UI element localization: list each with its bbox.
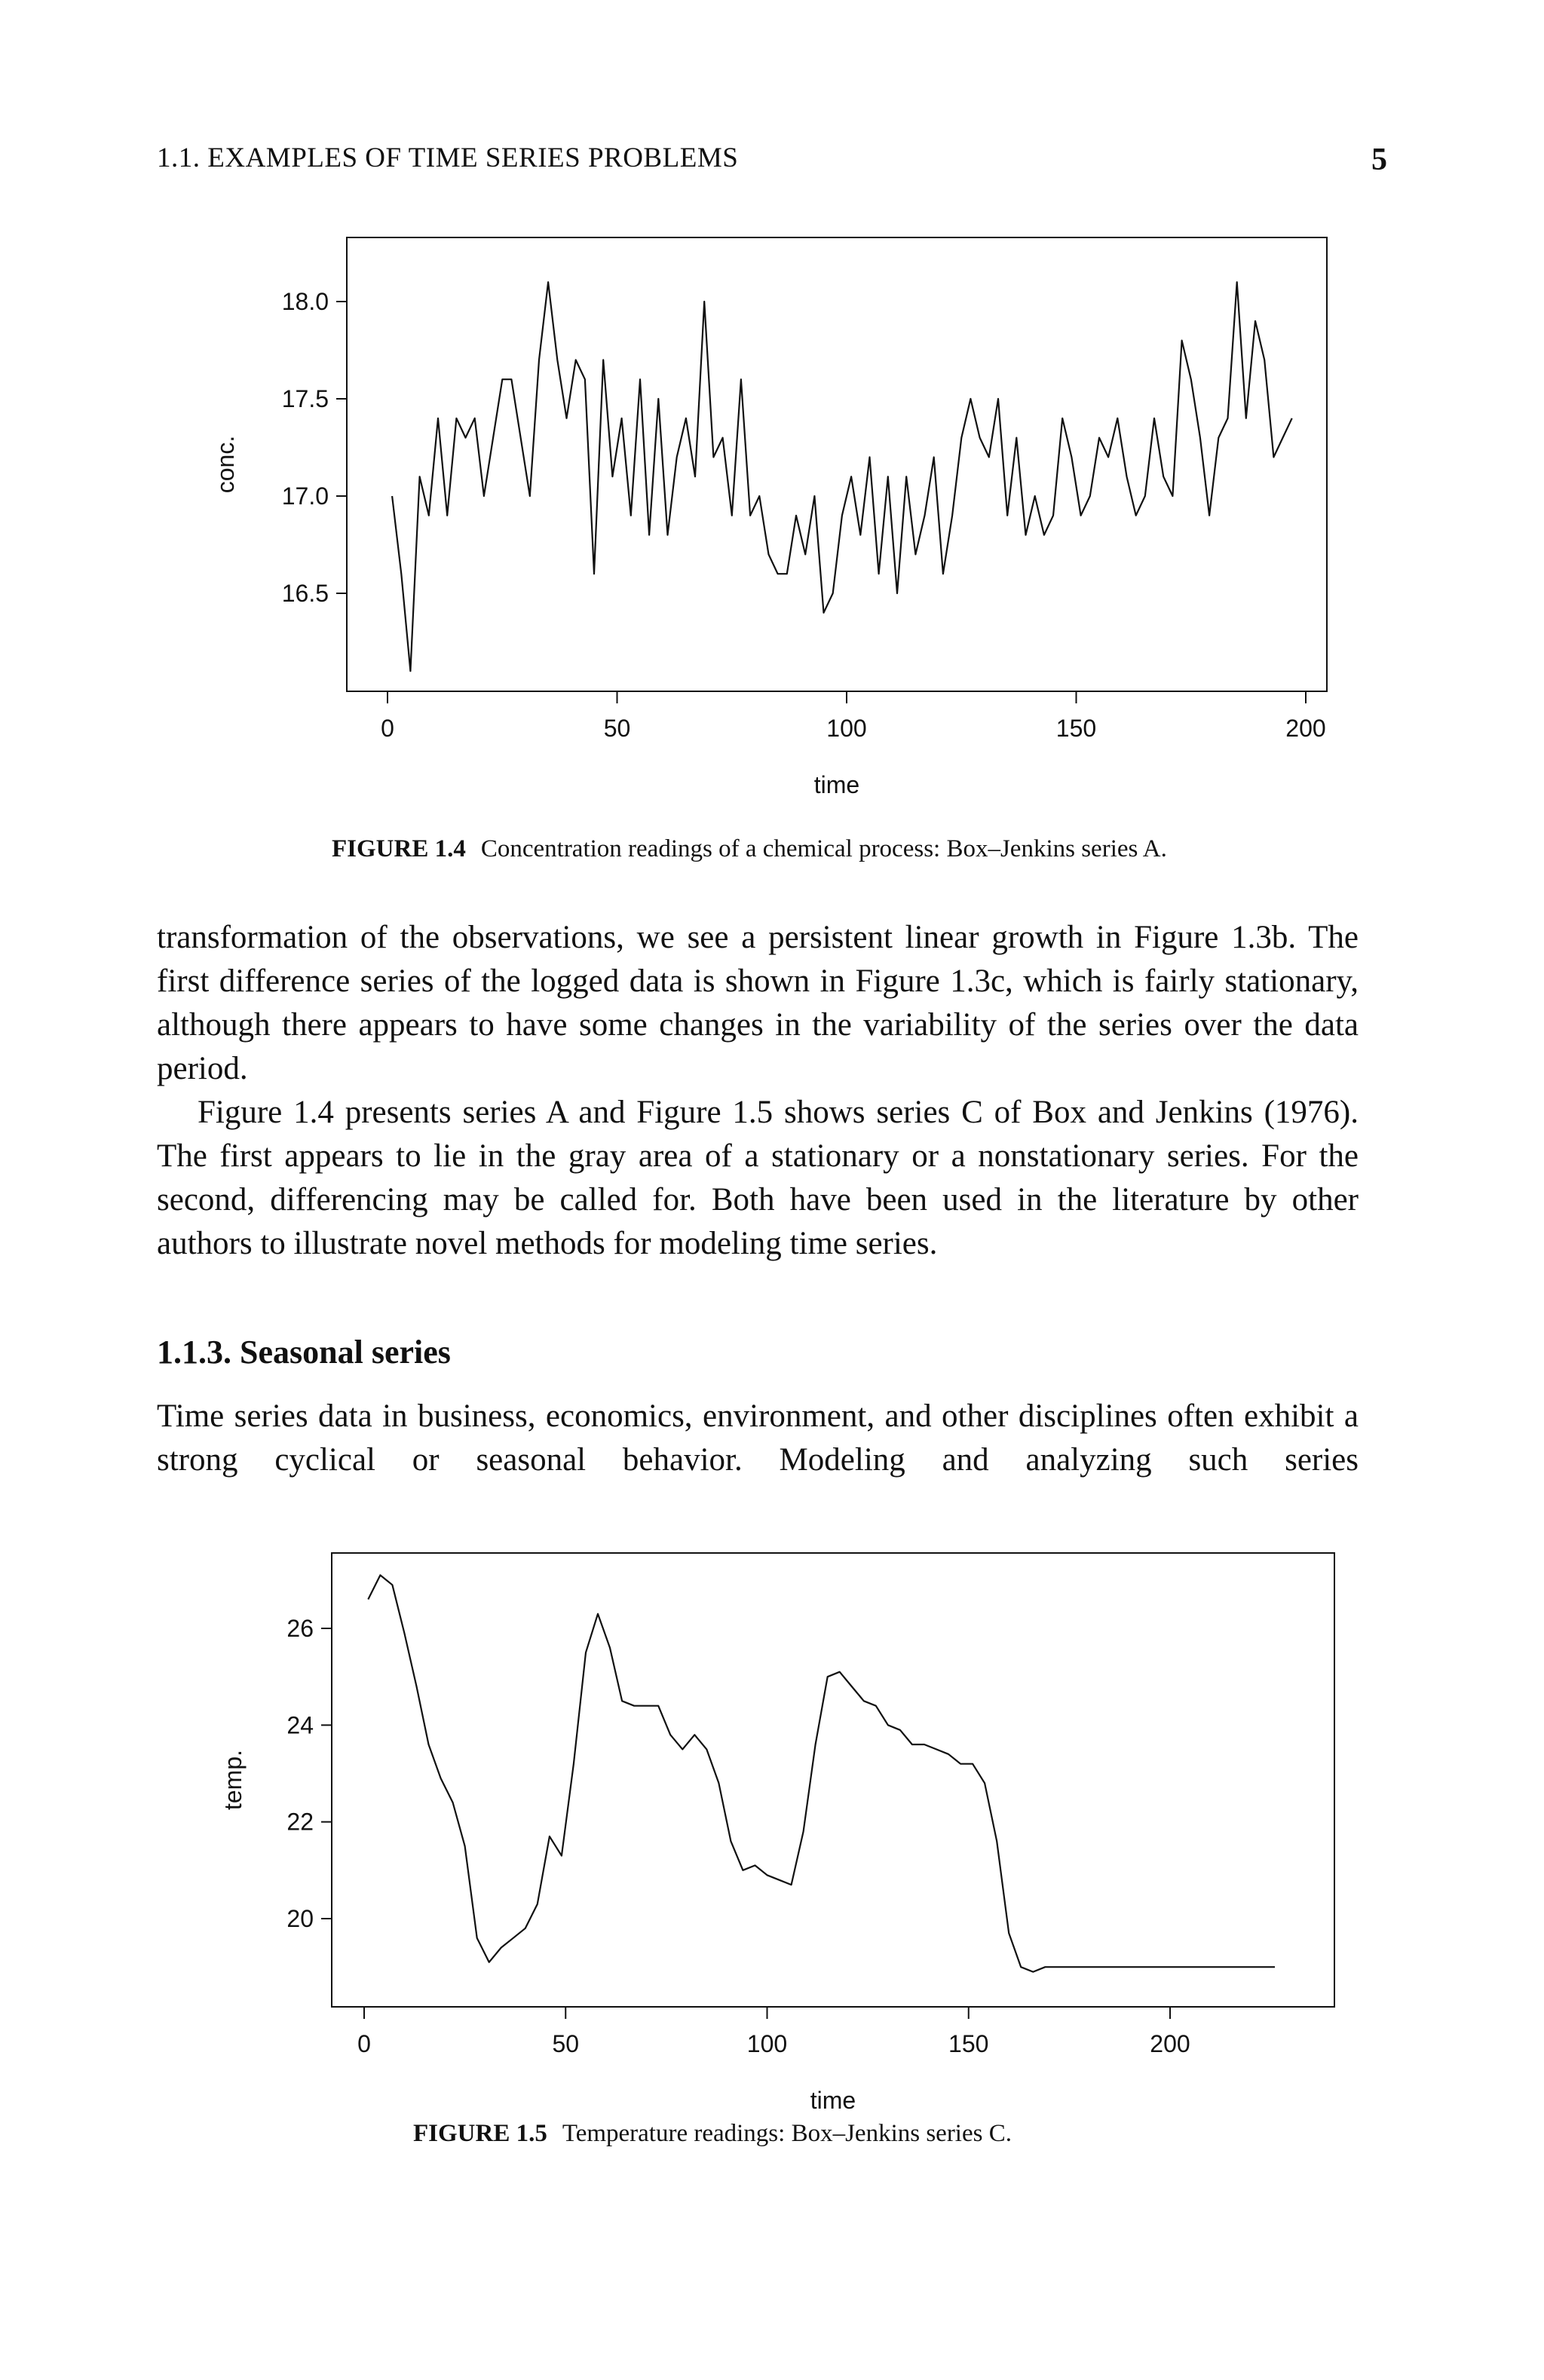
plot-frame	[347, 237, 1327, 691]
x-tick-label: 150	[948, 2030, 989, 2057]
y-tick-label: 17.5	[281, 385, 329, 412]
y-tick-label: 22	[286, 1808, 314, 1836]
x-tick-label: 200	[1150, 2030, 1190, 2057]
figure-1-4-caption-text: Concentration readings of a chemical process: Box–Jenkins series A.	[480, 835, 1167, 862]
x-tick-label: 100	[746, 2030, 788, 2057]
figure-1-5	[219, 1538, 1342, 2114]
y-tick-label: 24	[286, 1711, 314, 1739]
x-tick-label: 0	[381, 715, 394, 742]
paragraph-2-text: Figure 1.4 presents series A and Figure 1.5 shows series C of Box and Jenkins (1976). The first appears to lie in the gray area of a stationary or a nonstationary series. For the second, differencing may be called for. Both have been used in the literature by other authors to illustrate novel methods for modeling time series.	[157, 1095, 1359, 1261]
y-axis-label: conc.	[212, 435, 239, 494]
series-line-1	[368, 1575, 1275, 1971]
y-tick-label: 16.5	[281, 580, 329, 607]
paragraph-3	[157, 1395, 1359, 1482]
paragraph-1	[157, 916, 1359, 1091]
figure-1-5-caption	[413, 2120, 1012, 2148]
section-heading: 1.1.3. Seasonal series	[157, 1334, 451, 1371]
plot-frame	[332, 1553, 1334, 2007]
running-head: 1.1. EXAMPLES OF TIME SERIES PROBLEMS	[157, 142, 739, 173]
paragraph-3-text: Time series data in business, economics, environment, and other disciplines often exhibit a strong cyclical or seasonal behavior. Modeling and analyzing such series	[157, 1398, 1359, 1478]
page-number: 5	[1371, 142, 1387, 177]
figure-1-4	[204, 230, 1342, 825]
series-line-1	[392, 282, 1292, 671]
x-tick-label: 200	[1285, 715, 1326, 742]
page-header	[157, 142, 1387, 187]
paragraph-2	[157, 1091, 1359, 1266]
y-tick-label: 26	[286, 1615, 314, 1642]
paragraph-1-text: transformation of the observations, we see a persistent linear growth in Figure 1.3b. The first difference series of the logged data is shown in Figure 1.3c, which is fairly stationary, although there appears to have some changes in the variability of the series over the data period.	[157, 920, 1359, 1086]
figure-1-4-label: FIGURE 1.4	[332, 835, 466, 862]
x-tick-label: 50	[603, 715, 631, 742]
chart-concentration	[204, 230, 1342, 825]
x-axis-label: time	[810, 2087, 856, 2114]
x-axis-label: time	[813, 771, 860, 798]
x-tick-label: 0	[357, 2030, 371, 2057]
y-tick-label: 20	[286, 1905, 314, 1932]
chart-temperature	[219, 1538, 1342, 2114]
figure-1-5-label: FIGURE 1.5	[413, 2120, 547, 2147]
figure-1-5-caption-text: Temperature readings: Box–Jenkins series C.	[562, 2120, 1012, 2147]
x-tick-label: 150	[1055, 715, 1097, 742]
y-axis-label: temp.	[219, 1749, 247, 1811]
y-tick-label: 17.0	[281, 482, 329, 510]
x-tick-label: 50	[552, 2030, 580, 2057]
figure-1-4-caption	[332, 835, 1167, 863]
x-tick-label: 100	[826, 715, 867, 742]
y-tick-label: 18.0	[281, 288, 329, 315]
